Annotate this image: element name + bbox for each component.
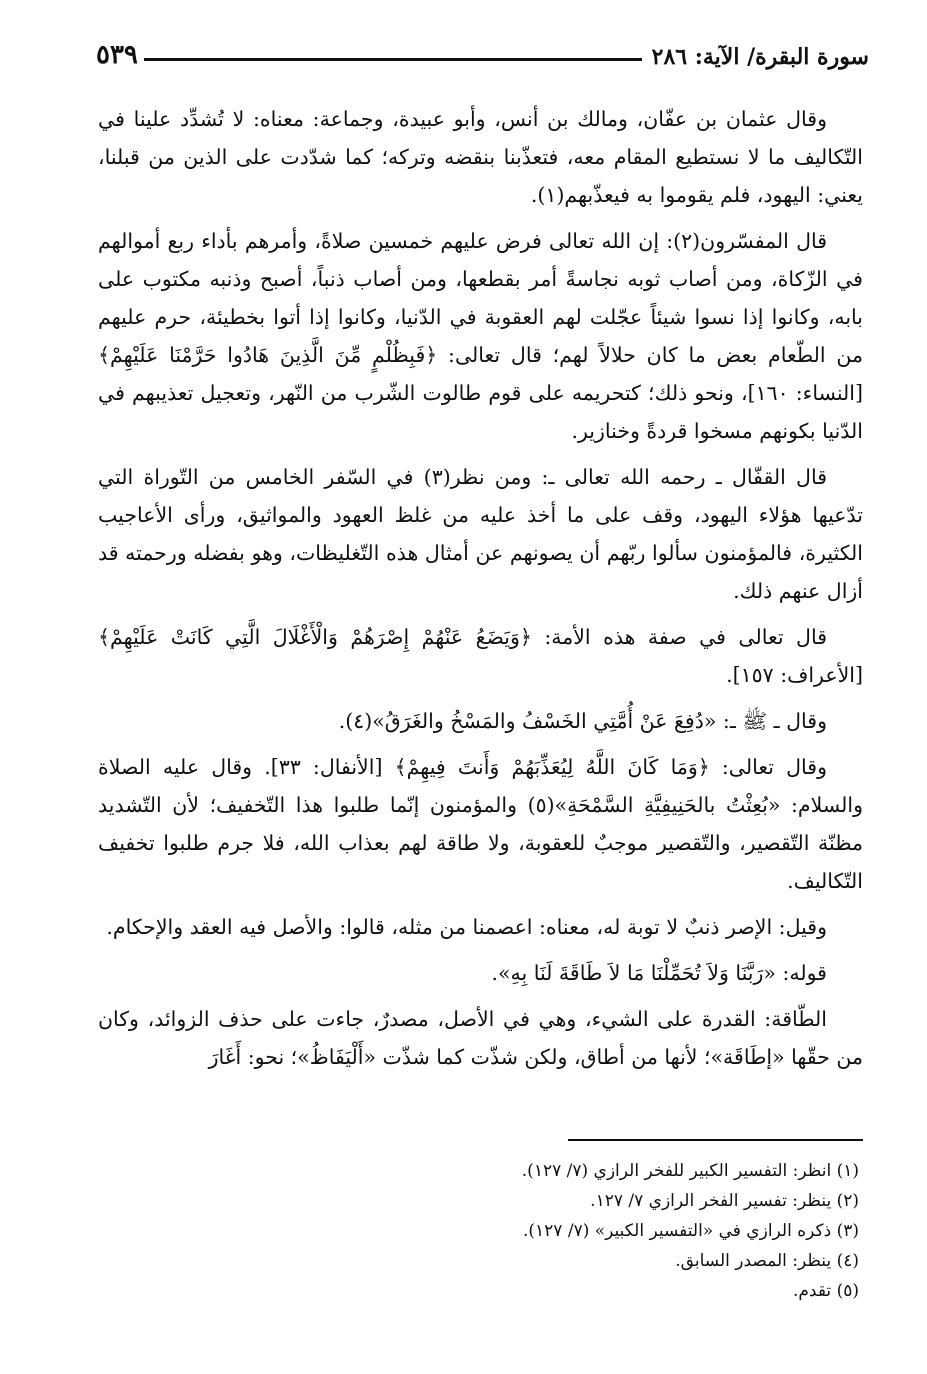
paragraph: وقال ـ ﷺ ـ: «دُفِعَ عَنْ أُمَّتِي الخَسْفُ والمَسْخُ والغَرَقُ»(٤). xyxy=(338,709,827,733)
surah-title: سورة البقرة/ الآية: ٢٨٦ xyxy=(651,44,869,70)
footnote: (١) انظر: التفسير الكبير للفخر الرازي (٧/ ١٢٧). xyxy=(521,1161,859,1181)
footnote: (٤) ينظر: المصدر السابق. xyxy=(675,1251,859,1271)
main-text xyxy=(98,100,863,1084)
paragraph: قال المفسّرون(٢): إن الله تعالى فرض عليهم خمسين صلاةً، وأمرهم بأداء ربع أموالهم في الزّكاة، ومن أصاب ثوبه نجاسةً أمر بقطعها، ومن أصاب ذنباً، أصبح وذنبه مكتوب على بابه، وكانوا إذا نسوا شيئاً عجّلت لهم العقوبة في الدّنيا، وكانوا إذا أتوا بخطيئة، حرم عليهم من الطّعام بعض ما كان حلالاً لهم؛ قال تعالى: ﴿فَبِظُلْمٍ مِّنَ الَّذِينَ هَادُوا حَرَّمْنَا عَلَيْهِمْ﴾ [النساء: ١٦٠]، ونحو ذلك؛ كتحريمه على قوم طالوت الشّرب من النّهر، وتعجيل تعذيبهم في الدّنيا بكونهم مسخوا قردةً وخنازير. xyxy=(98,229,863,443)
page-number: ٥٣٩ xyxy=(96,40,138,70)
footnotes xyxy=(98,1156,859,1306)
paragraph: قال القفّال ـ رحمه الله تعالى ـ: ومن نظر(٣) في السّفر الخامس من التّوراة التي تدّعيها هؤلاء اليهود، وقف على ما أخذ عليه من غلظ العهود والمواثيق، ورأى الأعاجيب الكثيرة، فالمؤمنون سألوا ربّهم أن يصونهم عن أمثال هذه التّغليظات، وهو بفضله ورحمته قد أزال عنهم ذلك. xyxy=(98,465,863,603)
running-header xyxy=(96,28,869,70)
footnote: (٢) ينظر: تفسير الفخر الرازي ٧/ ١٢٧. xyxy=(590,1191,859,1211)
header-rule xyxy=(144,58,642,61)
footnote: (٥) تقدم. xyxy=(792,1281,859,1301)
paragraph: وقال عثمان بن عفّان، ومالك بن أنس، وأبو عبيدة، وجماعة: معناه: لا تُشدِّد علينا في التّكاليف ما لا نستطيع المقام معه، فتعذّبنا بنقضه وتركه؛ كما شدّدت على الذين من قبلنا، يعني: اليهود، فلم يقوموا به فيعذّبهم(١). xyxy=(98,107,863,207)
paragraph: الطّاقة: القدرة على الشيء، وهي في الأصل، مصدرٌ، جاءت على حذف الزوائد، وكان من حقّها «إطَاقَة»؛ لأنها من أطاق، ولكن شذّت كما شذّت «أَلْيَفَاظُ»؛ نحو: أَغَارَ xyxy=(98,1007,863,1069)
footnote: (٣) ذكره الرازي في «التفسير الكبير» (٧/ ١٢٧). xyxy=(522,1221,859,1241)
paragraph: قال تعالى في صفة هذه الأمة: ﴿وَيَضَعُ عَنْهُمْ إِصْرَهُمْ وَالْأَغْلَالَ الَّتِي كَانَتْ عَلَيْهِمْ﴾ [الأعراف: ١٥٧]. xyxy=(98,625,863,687)
paragraph: قوله: «رَبَّنَا وَلاَ تُحَمِّلْنَا مَا لاَ طَاقَةَ لَنَا بِهِ». xyxy=(491,961,827,985)
footnote-separator xyxy=(568,1139,863,1141)
paragraph: وقيل: الإصر ذنبٌ لا توبة له، معناه: اعصمنا من مثله، قالوا: والأصل فيه العقد والإحكام. xyxy=(106,915,827,939)
paragraph: وقال تعالى: ﴿وَمَا كَانَ اللَّهُ لِيُعَذِّبَهُمْ وَأَنتَ فِيهِمْ﴾ [الأنفال: ٣٣]. وقال عليه الصلاة والسلام: «بُعِثْتُ بالحَنِيفِيَّةِ السَّمْحَةِ»(٥) والمؤمنون إنّما طلبوا هذا التّخفيف؛ لأن التّشديد مظنّة التّقصير، والتّقصير موجبٌ للعقوبة، ولا طاقة لهم بعذاب الله، فلا جرم طلبوا تخفيف التّكاليف. xyxy=(98,755,863,893)
